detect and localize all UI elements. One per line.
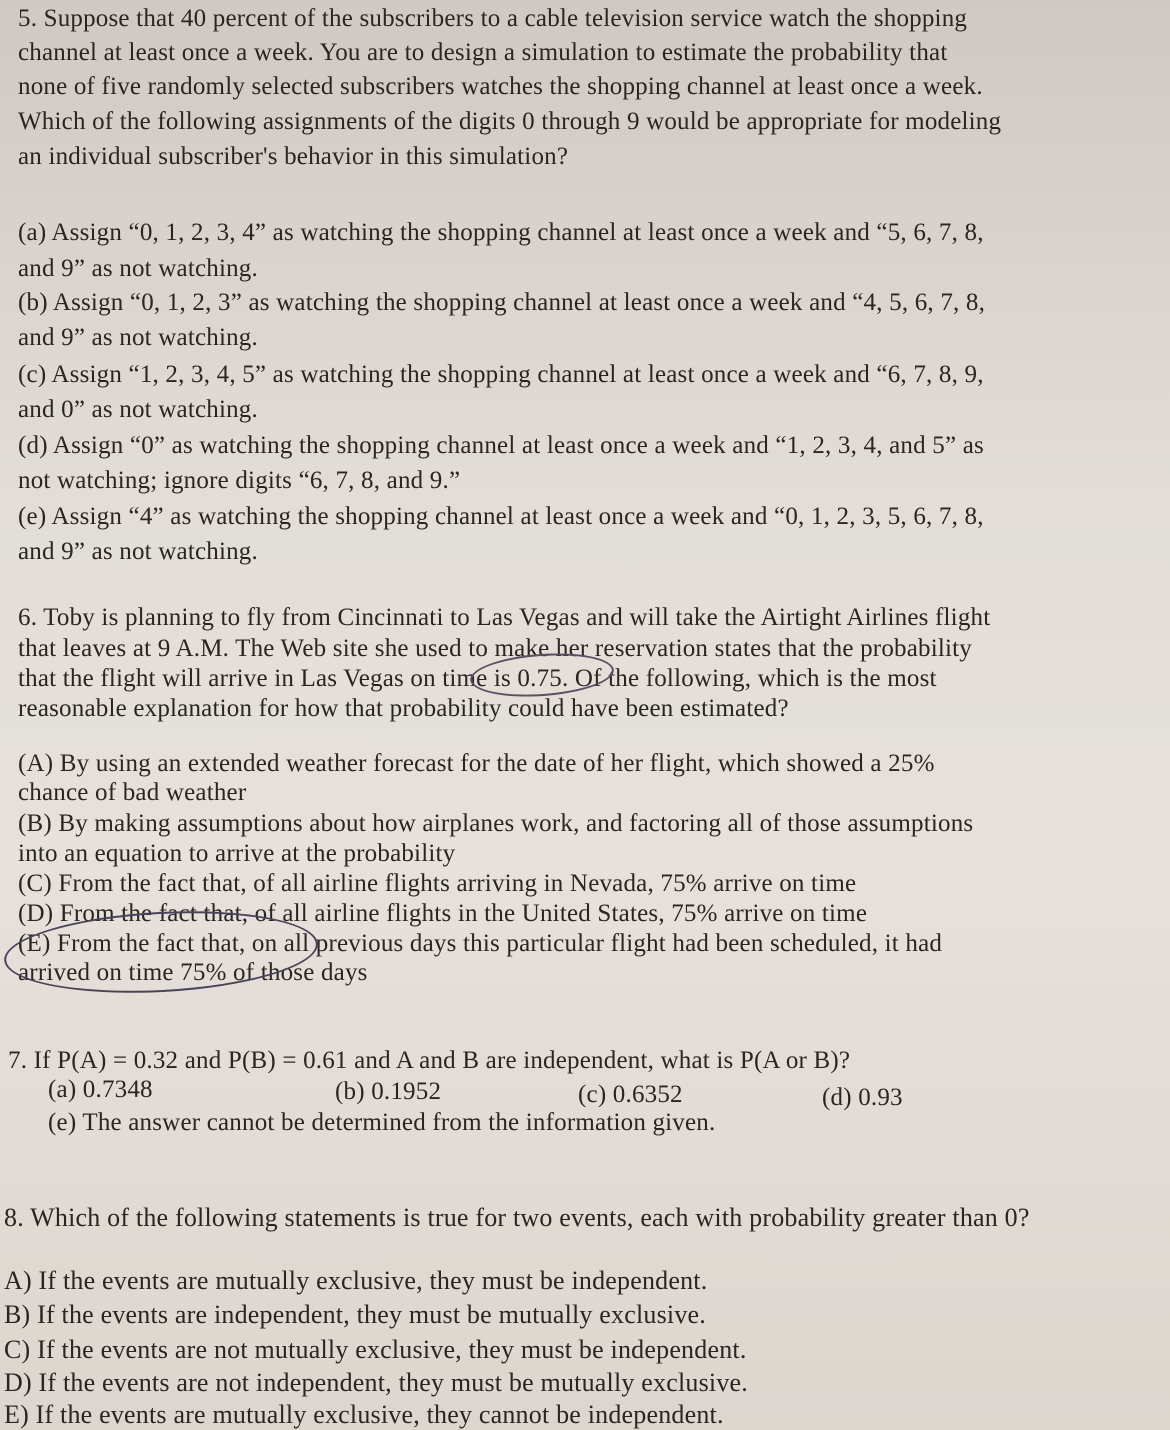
q8-choice-b: B) If the events are independent, they must be mutually exclusive.	[4, 1300, 706, 1329]
q5-choice-a-cont: and 9” as not watching.	[18, 255, 258, 282]
q5-stem-line: 5. Suppose that 40 percent of the subscribers to a cable television service watch the shopping	[18, 5, 968, 32]
q6-stem-line: 6. Toby is planning to fly from Cincinnati to Las Vegas and will take the Airtight Airlines flight	[18, 604, 991, 631]
q6-stem-line: that leaves at 9 A.M. The Web site she used to make her reservation states that the probability	[18, 635, 973, 662]
q6-choice-e: (E) From the fact that, on all previous days this particular flight had been scheduled, it had	[18, 930, 943, 957]
q8-stem: 8. Which of the following statements is true for two events, each with probability greater than 0?	[4, 1203, 1030, 1232]
q5-stem-line: Which of the following assignments of the digits 0 through 9 would be appropriate for modeling	[18, 108, 1002, 135]
q7-stem: 7. If P(A) = 0.32 and P(B) = 0.61 and A and B are independent, what is P(A or B)?	[8, 1047, 851, 1074]
q8-choice-c: C) If the events are not mutually exclusive, they must be independent.	[4, 1335, 747, 1364]
q6-choice-a: (A) By using an extended weather forecast for the date of her flight, which showed a 25%	[18, 750, 935, 777]
q8-choice-a: A) If the events are mutually exclusive, they must be independent.	[4, 1266, 708, 1295]
q6-choice-b: (B) By making assumptions about how airplanes work, and factoring all of those assumptions	[18, 810, 974, 837]
q5-choice-c: (c) Assign “1, 2, 3, 4, 5” as watching the shopping channel at least once a week and “6, 7, 8, 9,	[18, 361, 984, 388]
q5-choice-b: (b) Assign “0, 1, 2, 3” as watching the shopping channel at least once a week and “4, 5, 6, 7, 8,	[18, 289, 986, 316]
q8-choice-e: E) If the events are mutually exclusive, they cannot be independent.	[4, 1400, 724, 1429]
q6-choice-e-cont: arrived on time 75% of those days	[18, 959, 368, 986]
q7-choice-a: (a) 0.7348	[48, 1076, 153, 1103]
q5-stem-line: channel at least once a week. You are to design a simulation to estimate the probability that	[18, 39, 948, 66]
q5-choice-e-cont: and 9” as not watching.	[18, 538, 258, 565]
q6-choice-a-cont: chance of bad weather	[18, 779, 247, 806]
q5-choice-e: (e) Assign “4” as watching the shopping channel at least once a week and “0, 1, 2, 3, 5, 6, 7, 8,	[18, 503, 984, 530]
q5-choice-c-cont: and 0” as not watching.	[18, 396, 258, 423]
q5-stem-line: none of five randomly selected subscribers watches the shopping channel at least once a week.	[18, 73, 983, 100]
q7-choice-b: (b) 0.1952	[335, 1078, 442, 1105]
q5-choice-d-cont: not watching; ignore digits “6, 7, 8, and 9.”	[18, 467, 461, 494]
q5-choice-b-cont: and 9” as not watching.	[18, 324, 258, 351]
q7-choice-c: (c) 0.6352	[578, 1081, 683, 1108]
q6-choice-c: (C) From the fact that, of all airline flights arriving in Nevada, 75% arrive on time	[18, 870, 857, 897]
q7-choice-e: (e) The answer cannot be determined from the information given.	[48, 1109, 716, 1136]
q6-choice-d: (D) From the fact that, of all airline flights in the United States, 75% arrive on time	[18, 900, 868, 927]
q6-choice-b-cont: into an equation to arrive at the probability	[18, 840, 456, 867]
q6-stem-line: reasonable explanation for how that probability could have been estimated?	[18, 695, 789, 722]
q6-stem-line: that the flight will arrive in Las Vegas on time is 0.75. Of the following, which is the most	[18, 665, 937, 692]
q5-choice-d: (d) Assign “0” as watching the shopping channel at least once a week and “1, 2, 3, 4, and 5” as	[18, 432, 984, 459]
q5-stem-line: an individual subscriber's behavior in this simulation?	[18, 143, 569, 170]
q8-choice-d: D) If the events are not independent, they must be mutually exclusive.	[4, 1368, 748, 1397]
q5-choice-a: (a) Assign “0, 1, 2, 3, 4” as watching the shopping channel at least once a week and “5, 6, 7, 8,	[18, 219, 984, 246]
q7-choice-d: (d) 0.93	[822, 1084, 903, 1111]
